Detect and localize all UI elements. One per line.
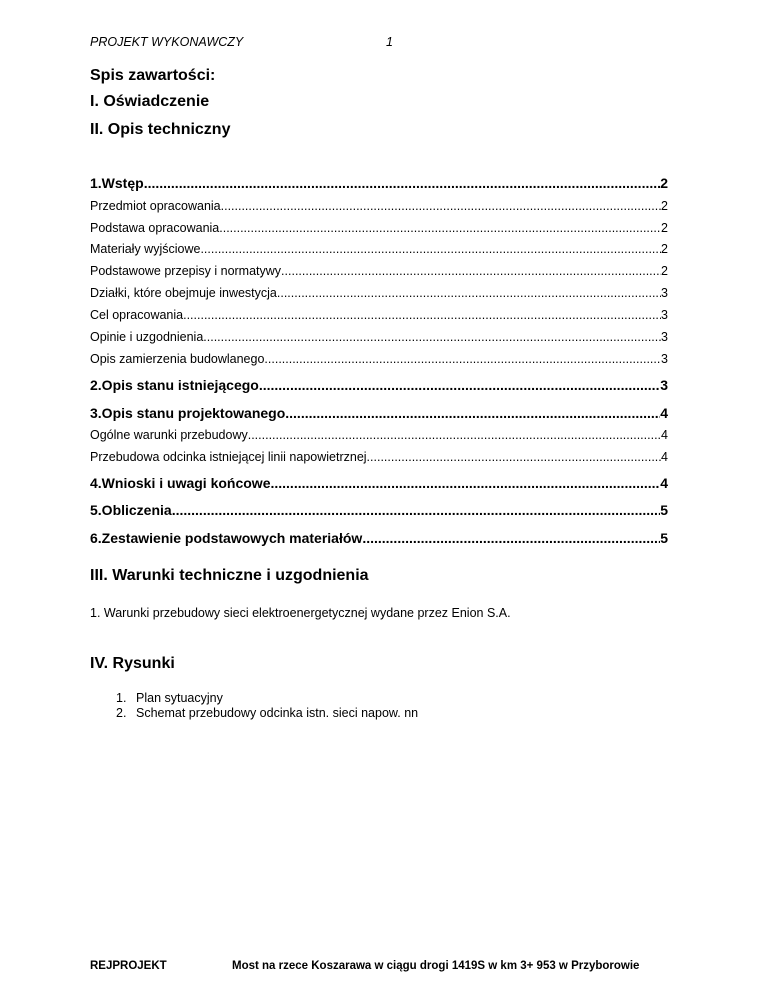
toc-entry-page: 4 [660, 475, 668, 491]
toc-entry-page: 3 [661, 330, 668, 344]
toc-entry-page: 2 [661, 264, 668, 278]
toc-entry-title: Podstawowe przepisy i normatywy [90, 264, 282, 278]
page-number: 1 [386, 35, 393, 49]
toc-entry-title: Materiały wyjściowe [90, 242, 201, 256]
contents-heading: Spis zawartości: [90, 67, 216, 84]
toc-entry-obliczenia[interactable] [90, 502, 668, 518]
section-heading-rysunki: IV. Rysunki [90, 655, 175, 672]
list-item-text: Plan sytuacyjny [136, 691, 223, 705]
toc-entry-title: Cel opracowania [90, 308, 184, 322]
section-heading-opis-techniczny: II. Opis techniczny [90, 121, 231, 138]
toc-entry-page: 3 [660, 377, 668, 393]
toc-entry-title: Opinie i uzgodnienia [90, 330, 204, 344]
toc-entry-title: 2.Opis stanu istniejącego [90, 377, 259, 393]
toc-entry-page: 5 [660, 502, 668, 518]
toc-entry-page: 3 [661, 352, 668, 366]
drawings-list [116, 691, 418, 721]
toc-entry-wnioski[interactable] [90, 475, 668, 491]
toc-entry-title: 6.Zestawienie podstawowych materiałów [90, 530, 363, 546]
toc-entry-opis-stanu-istniejacego[interactable] [90, 377, 668, 393]
toc-entry[interactable] [90, 308, 668, 322]
toc-entry[interactable] [90, 330, 668, 344]
toc-entry[interactable] [90, 242, 668, 256]
header-title: PROJEKT WYKONAWCZY [90, 35, 244, 49]
footer-project: Most na rzece Koszarawa w ciągu drogi 1419S w km 3+ 953 w Przyborowie [232, 960, 640, 972]
toc-entry-page: 2 [660, 175, 668, 191]
toc-entry-wstep[interactable] [90, 175, 668, 191]
toc-entry-title: 3.Opis stanu projektowanego [90, 405, 286, 421]
toc-entry[interactable] [90, 221, 668, 235]
toc-entry-opis-stanu-projektowanego[interactable] [90, 405, 668, 421]
list-item-text: Schemat przebudowy odcinka istn. sieci napow. nn [136, 706, 419, 720]
section-heading-warunki-techniczne: III. Warunki techniczne i uzgodnienia [90, 567, 369, 584]
toc-entry-title: 4.Wnioski i uwagi końcowe [90, 475, 271, 491]
warunki-item: 1. Warunki przebudowy sieci elektroenergetycznej wydane przez Enion S.A. [90, 606, 511, 620]
list-item-number: 1. [116, 691, 127, 705]
section-heading-oswiadczenie: I. Oświadczenie [90, 93, 210, 110]
toc-entry-title: 1.Wstęp [90, 175, 144, 191]
toc-entry-page: 3 [661, 286, 668, 300]
toc-entry-title: Przedmiot opracowania [90, 199, 221, 213]
toc-entry-page: 2 [661, 242, 668, 256]
toc-entry-page: 4 [660, 405, 668, 421]
list-item [116, 706, 418, 721]
toc-entry-title: Opis zamierzenia budowlanego [90, 352, 265, 366]
toc-entry[interactable] [90, 352, 668, 366]
toc-entry-title: Podstawa opracowania [90, 221, 220, 235]
toc-entry-page: 4 [661, 450, 668, 464]
list-item [116, 691, 418, 706]
toc-entry-page: 5 [660, 530, 668, 546]
toc-entry-title: 5.Obliczenia [90, 502, 172, 518]
toc-entry-zestawienie-materialow[interactable] [90, 530, 668, 546]
toc-entry[interactable] [90, 450, 668, 464]
toc-entry-title: Przebudowa odcinka istniejącej linii napowietrznej [90, 450, 367, 464]
toc-entry[interactable] [90, 264, 668, 278]
toc-entry-page: 3 [661, 308, 668, 322]
toc-entry-page: 4 [661, 428, 668, 442]
toc-entry[interactable] [90, 428, 668, 442]
footer-company: REJPROJEKT [90, 960, 167, 972]
toc-entry-title: Działki, które obejmuje inwestycja [90, 286, 277, 300]
toc-entry-page: 2 [661, 199, 668, 213]
list-item-number: 2. [116, 706, 127, 720]
toc-entry[interactable] [90, 199, 668, 213]
toc-entry-page: 2 [661, 221, 668, 235]
toc-entry-title: Ogólne warunki przebudowy [90, 428, 248, 442]
toc-entry[interactable] [90, 286, 668, 300]
